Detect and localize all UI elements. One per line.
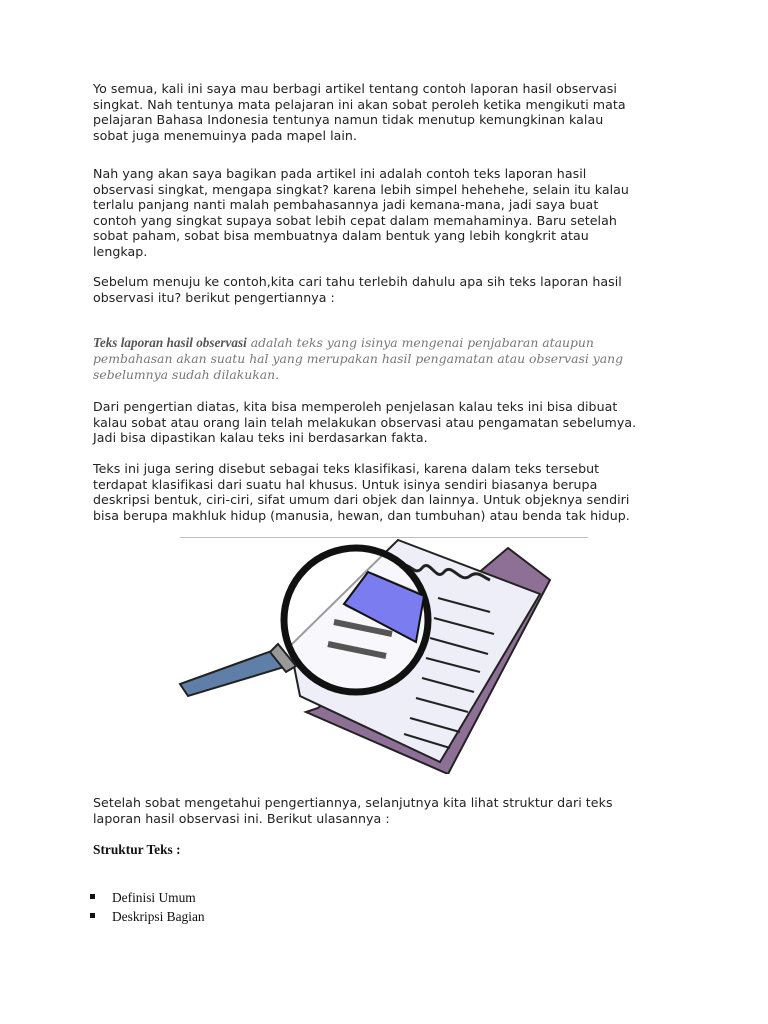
- definition-term: Teks laporan hasil observasi: [93, 335, 247, 350]
- text-line: Sebelum menuju ke contoh,kita cari tahu terlebih dahulu apa sih teks laporan hasil: [93, 274, 622, 289]
- text-line: lengkap.: [93, 243, 148, 259]
- text-line: Teks ini juga sering disebut sebagai teks klasifikasi, karena dalam teks tersebut: [93, 461, 600, 476]
- text-line: Dari pengertian diatas, kita bisa memperoleh penjelasan kalau teks ini bisa dibuat: [93, 399, 618, 414]
- text-line: [93, 335, 693, 351]
- list-item-label: Definisi Umum: [112, 890, 196, 905]
- text-line: sobat paham, sobat bisa membuatnya dalam bentuk yang lebih kongkrit atau: [93, 228, 589, 244]
- transition-paragraph: [93, 274, 693, 305]
- magnifying-glass-over-report-icon: [178, 538, 554, 774]
- text-line: observasi singkat, mengapa singkat? karena lebih simpel hehehehe, selain itu kalau: [93, 181, 629, 197]
- definition-quote: [93, 335, 693, 383]
- text-line: pelajaran Bahasa Indonesia tentunya namun tidak menutup kemungkinan kalau: [93, 112, 604, 128]
- intro-paragraph: [93, 81, 693, 143]
- bullet-icon: [90, 913, 95, 918]
- explanation-paragraph: [93, 166, 693, 260]
- text-line: Nah yang akan saya bagikan pada artikel ini adalah contoh teks laporan hasil: [93, 166, 587, 181]
- list-item-label: Deskripsi Bagian: [112, 909, 205, 924]
- structure-intro-paragraph: [93, 795, 693, 826]
- text-line: singkat. Nah tentunya mata pelajaran ini akan sobat peroleh ketika mengikuti mata: [93, 96, 626, 112]
- facts-paragraph: [93, 399, 693, 446]
- text-line: bisa berupa makhluk hidup (manusia, hewan, dan tumbuhan) atau benda tak hidup.: [93, 507, 630, 523]
- text-line: deskripsi bentuk, ciri-ciri, sifat umum dari objek dan lainnya. Untuk objeknya sendiri: [93, 492, 630, 508]
- text-line: terlalu panjang nanti malah pembahasannya jadi kemana-mana, jadi saya buat: [93, 197, 599, 213]
- text-line: sebelumnya sudah dilakukan.: [93, 367, 280, 382]
- text-line: contoh yang singkat supaya sobat lebih cepat dalam memahaminya. Baru setelah: [93, 212, 617, 228]
- text-line: sobat juga menemuinya pada mapel lain.: [93, 127, 358, 143]
- magnifier-handle: [180, 644, 296, 696]
- text-line: Jadi bisa dipastikan kalau teks ini berdasarkan fakta.: [93, 430, 428, 446]
- text-line: terdapat klasifikasi dari suatu hal khusus. Untuk isinya sendiri biasanya berupa: [93, 476, 598, 492]
- text-line: observasi itu? berikut pengertiannya :: [93, 289, 335, 305]
- definition-text: adalah teks yang isinya mengenai penjabaran ataupun: [246, 335, 594, 350]
- text-line: Setelah sobat mengetahui pengertiannya, selanjutnya kita lihat struktur dari teks: [93, 795, 613, 810]
- classification-paragraph: [93, 461, 693, 523]
- bullet-icon: [90, 894, 95, 899]
- text-line: pembahasan akan suatu hal yang merupakan hasil pengamatan atau observasi yang: [93, 351, 624, 366]
- structure-heading: Struktur Teks :: [93, 842, 181, 857]
- text-line: kalau sobat atau orang lain telah melakukan observasi atau pengamatan sebelumya.: [93, 414, 637, 430]
- text-line: laporan hasil observasi ini. Berikut ulasannya :: [93, 810, 390, 826]
- text-line: Yo semua, kali ini saya mau berbagi artikel tentang contoh laporan hasil observasi: [93, 81, 617, 96]
